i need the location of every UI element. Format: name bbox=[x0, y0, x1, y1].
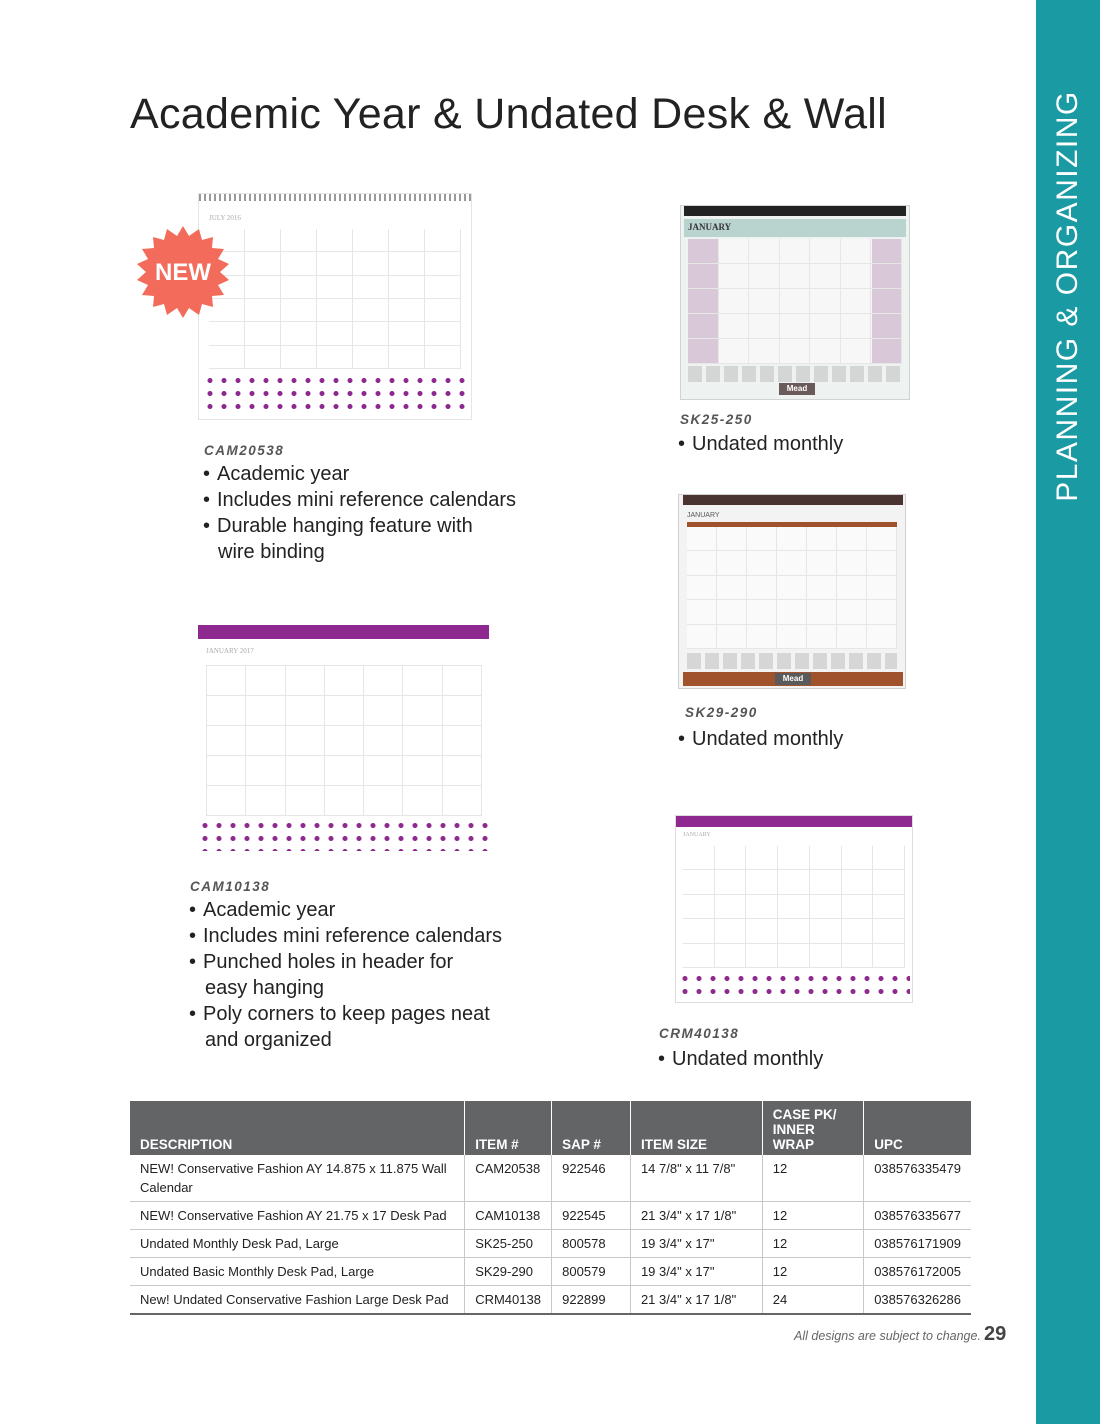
table-row bbox=[130, 1286, 971, 1315]
sku-cam20538: CAM20538 bbox=[204, 443, 285, 458]
cell-sap: 800578 bbox=[552, 1230, 631, 1258]
cell-sap: 922546 bbox=[552, 1155, 631, 1202]
column-header-item-size: ITEM SIZE bbox=[630, 1101, 762, 1155]
feature-item: • Durable hanging feature with bbox=[203, 513, 516, 539]
cell-description: Undated Basic Monthly Desk Pad, Large bbox=[130, 1258, 465, 1286]
mead-logo: Mead bbox=[779, 383, 815, 395]
product-image-crm40138 bbox=[675, 815, 913, 1003]
sku-sk29-290: SK29-290 bbox=[685, 705, 758, 720]
new-badge-label: NEW bbox=[155, 259, 211, 286]
feature-item: • Poly corners to keep pages neat bbox=[189, 1001, 490, 1027]
cell-item: CAM20538 bbox=[465, 1155, 552, 1202]
feature-item: • Includes mini reference calendars bbox=[203, 487, 516, 513]
cell-upc: 038576326286 bbox=[864, 1286, 971, 1315]
feature-list-sk29-290 bbox=[678, 726, 843, 752]
feature-item-continuation: and organized bbox=[205, 1029, 332, 1051]
cell-case-pk: 12 bbox=[762, 1202, 863, 1230]
feature-item: • Punched holes in header for bbox=[189, 949, 502, 975]
feature-item: • Undated monthly bbox=[658, 1046, 823, 1072]
column-header-item: ITEM # bbox=[465, 1101, 552, 1155]
feature-list-sk25-250 bbox=[678, 431, 843, 457]
feature-list-cam10138-cont bbox=[189, 1001, 490, 1027]
cell-item: SK29-290 bbox=[465, 1258, 552, 1286]
feature-item: • Academic year bbox=[203, 461, 516, 487]
polka-dot-band bbox=[678, 972, 910, 1000]
cell-upc: 038576335479 bbox=[864, 1155, 971, 1202]
table-row bbox=[130, 1155, 971, 1202]
cell-case-pk: 12 bbox=[762, 1230, 863, 1258]
column-header-sap: SAP # bbox=[552, 1101, 631, 1155]
cell-upc: 038576335677 bbox=[864, 1202, 971, 1230]
cell-item: CAM10138 bbox=[465, 1202, 552, 1230]
feature-item: • Undated monthly bbox=[678, 726, 843, 752]
feature-item: • Includes mini reference calendars bbox=[189, 923, 502, 949]
page-title: Academic Year & Undated Desk & Wall bbox=[130, 90, 887, 138]
cell-item: SK25-250 bbox=[465, 1230, 552, 1258]
feature-item: • Academic year bbox=[189, 897, 502, 923]
product-spec-table bbox=[130, 1101, 971, 1315]
cell-size: 14 7/8" x 11 7/8" bbox=[630, 1155, 762, 1202]
disclaimer-note: All designs are subject to change. bbox=[794, 1329, 981, 1343]
cell-size: 21 3/4" x 17 1/8" bbox=[630, 1202, 762, 1230]
cell-description: NEW! Conservative Fashion AY 21.75 x 17 Desk Pad bbox=[130, 1202, 465, 1230]
column-header-case-pk: CASE PK/ INNER WRAP bbox=[762, 1101, 863, 1155]
calendar-grid bbox=[688, 239, 902, 364]
polka-dot-band bbox=[198, 819, 489, 851]
feature-list-crm40138 bbox=[658, 1046, 823, 1072]
cell-sap: 800579 bbox=[552, 1258, 631, 1286]
sidebar-label: PLANNING & ORGANIZING bbox=[1051, 90, 1084, 502]
sku-cam10138: CAM10138 bbox=[190, 879, 271, 894]
mead-logo: Mead bbox=[775, 673, 811, 685]
product-image-sk29-290 bbox=[678, 494, 906, 689]
table-row bbox=[130, 1258, 971, 1286]
calendar-month-label: JULY 2016 bbox=[209, 214, 241, 222]
cell-upc: 038576171909 bbox=[864, 1230, 971, 1258]
feature-list-cam20538 bbox=[203, 461, 516, 539]
polka-dot-band bbox=[203, 374, 465, 416]
cell-size: 21 3/4" x 17 1/8" bbox=[630, 1286, 762, 1315]
calendar-grid bbox=[206, 665, 482, 816]
cell-size: 19 3/4" x 17" bbox=[630, 1258, 762, 1286]
column-header-description: DESCRIPTION bbox=[130, 1101, 465, 1155]
sku-sk25-250: SK25-250 bbox=[680, 412, 753, 427]
cell-case-pk: 12 bbox=[762, 1258, 863, 1286]
calendar-grid bbox=[209, 229, 461, 369]
cell-size: 19 3/4" x 17" bbox=[630, 1230, 762, 1258]
product-image-cam20538 bbox=[198, 193, 472, 420]
cell-sap: 922899 bbox=[552, 1286, 631, 1315]
cell-sap: 922545 bbox=[552, 1202, 631, 1230]
calendar-month-label: JANUARY 2017 bbox=[206, 647, 254, 655]
feature-list-cam10138 bbox=[189, 897, 502, 975]
cell-description: Undated Monthly Desk Pad, Large bbox=[130, 1230, 465, 1258]
page-number: 29 bbox=[984, 1323, 1007, 1345]
table-row bbox=[130, 1202, 971, 1230]
feature-item-continuation: easy hanging bbox=[205, 977, 324, 999]
cell-case-pk: 12 bbox=[762, 1155, 863, 1202]
cell-description: New! Undated Conservative Fashion Large Desk Pad bbox=[130, 1286, 465, 1315]
new-starburst-badge bbox=[137, 226, 229, 318]
cell-description: NEW! Conservative Fashion AY 14.875 x 11.875 Wall Calendar bbox=[130, 1155, 465, 1202]
table-row bbox=[130, 1230, 971, 1258]
calendar-month-label: JANUARY bbox=[688, 222, 732, 232]
feature-item: • Undated monthly bbox=[678, 431, 843, 457]
sku-crm40138: CRM40138 bbox=[659, 1026, 740, 1041]
cell-case-pk: 24 bbox=[762, 1286, 863, 1315]
table-header-row bbox=[130, 1101, 971, 1155]
feature-item-continuation: wire binding bbox=[218, 541, 325, 563]
column-header-upc: UPC bbox=[864, 1101, 971, 1155]
calendar-month-label: JANUARY bbox=[683, 832, 711, 838]
cell-item: CRM40138 bbox=[465, 1286, 552, 1315]
product-image-cam10138 bbox=[198, 625, 489, 853]
product-image-sk25-250 bbox=[680, 205, 910, 400]
calendar-grid bbox=[683, 846, 905, 968]
calendar-month-label: JANUARY bbox=[687, 512, 720, 519]
cell-upc: 038576172005 bbox=[864, 1258, 971, 1286]
calendar-grid bbox=[687, 527, 897, 649]
